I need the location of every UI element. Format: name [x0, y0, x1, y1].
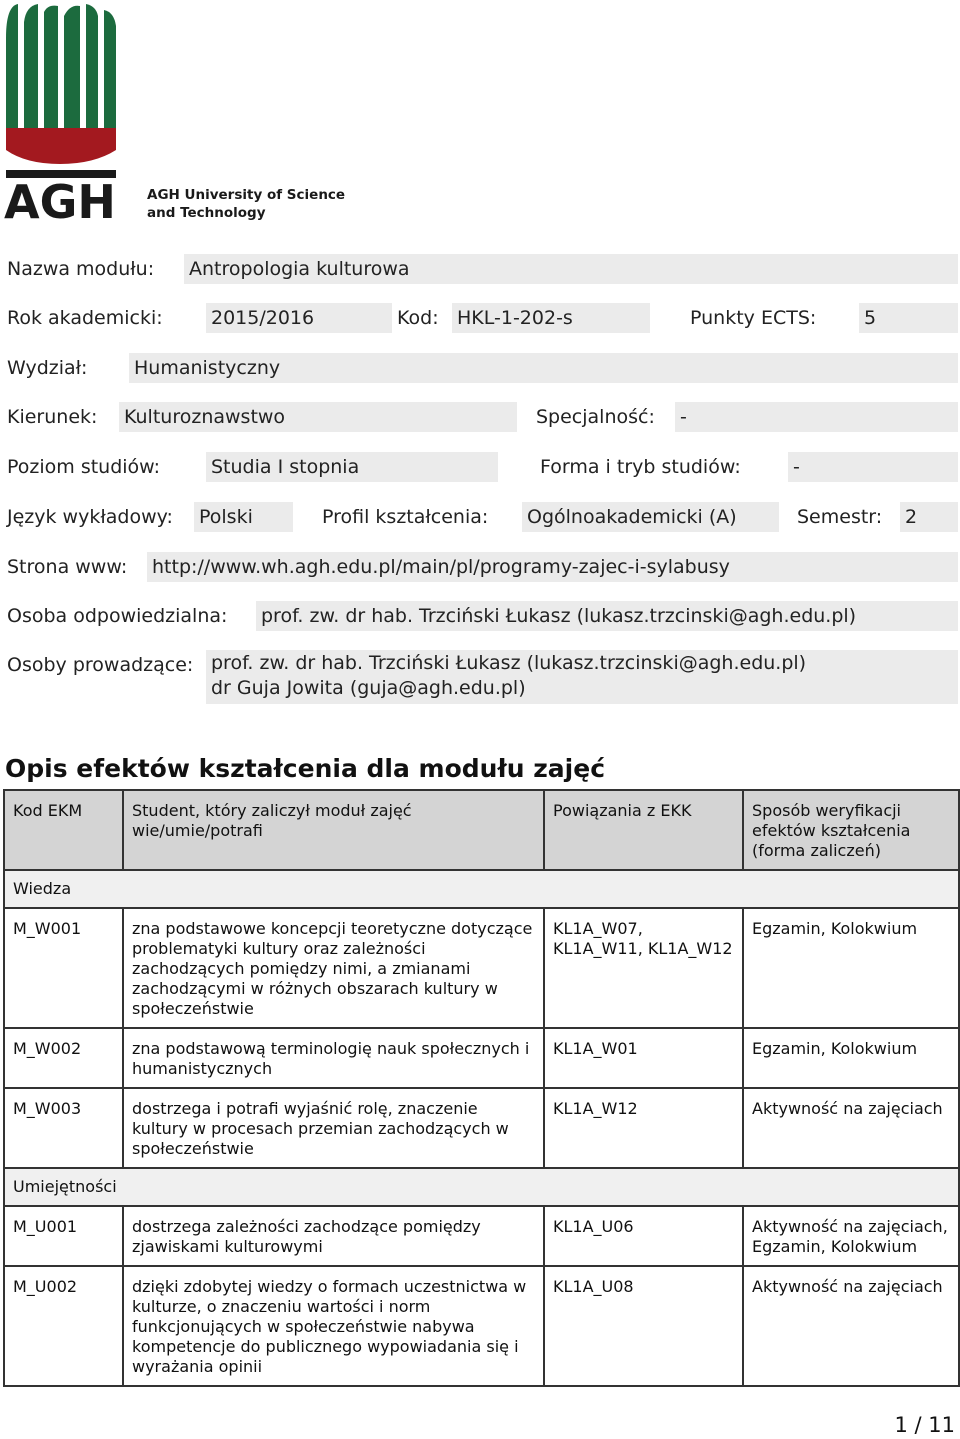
kod-value: HKL-1-202-s: [452, 303, 650, 333]
agh-logo: [4, 2, 349, 222]
profil-value: Ogólnoakademicki (A): [522, 502, 779, 532]
header-kod: Kod EKM: [4, 790, 123, 870]
cell-ekk: KL1A_U06: [544, 1206, 743, 1266]
cell-kod: M_W002: [4, 1028, 123, 1088]
jezyk-label: Język wykładowy:: [7, 506, 173, 528]
cell-ekk: KL1A_W07, KL1A_W11, KL1A_W12: [544, 908, 743, 1028]
cell-weryfikacja: Egzamin, Kolokwium: [743, 1028, 959, 1088]
cell-weryfikacja: Aktywność na zajęciach: [743, 1266, 959, 1386]
semestr-value: 2: [900, 502, 958, 532]
www-value[interactable]: http://www.wh.agh.edu.pl/main/pl/programy-zajec-i-sylabusy: [147, 552, 958, 582]
section-row-umiejetnosci: [4, 1168, 959, 1206]
cell-ekk: KL1A_U08: [544, 1266, 743, 1386]
jezyk-value: Polski: [194, 502, 293, 532]
section-row-wiedza: [4, 870, 959, 908]
rok-label: Rok akademicki:: [7, 307, 163, 329]
wydzial-label: Wydział:: [7, 357, 88, 379]
cell-kod: M_W003: [4, 1088, 123, 1168]
prowadzace-2: dr Guja Jowita (guja@agh.edu.pl): [211, 677, 526, 699]
prowadzace-1: prof. zw. dr hab. Trzciński Łukasz (lukasz.trzcinski@agh.edu.pl): [211, 652, 807, 674]
specjalnosc-value: -: [675, 402, 958, 432]
ects-value: 5: [859, 303, 958, 333]
cell-opis: dzięki zdobytej wiedzy o formach uczestnictwa w kulturze, o znaczeniu wartości i norm funkcjonujących w społeczeństwie nabywa kompetencje do publicznego wypowiadania się i wyrażania opinii: [123, 1266, 544, 1386]
page-number: 1 / 11: [894, 1413, 955, 1437]
prowadzace-value-box: [206, 650, 958, 704]
table-header-row: [4, 790, 959, 870]
kod-label: Kod:: [397, 307, 439, 329]
forma-label: Forma i tryb studiów:: [540, 456, 741, 478]
poziom-value: Studia I stopnia: [206, 452, 498, 482]
section-umiejetnosci: Umiejętności: [4, 1168, 959, 1206]
poziom-label: Poziom studiów:: [7, 456, 161, 478]
kierunek-value: Kulturoznawstwo: [119, 402, 517, 432]
logo-tagline-2: and Technology: [147, 205, 266, 221]
header-opis: Student, który zaliczył moduł zajęć wie/umie/potrafi: [123, 790, 544, 870]
forma-value: -: [788, 452, 958, 482]
efekty-table: [3, 789, 960, 1387]
rok-value: 2015/2016: [206, 303, 392, 333]
table-row: [4, 1206, 959, 1266]
logo-text: AGH: [4, 175, 116, 222]
profil-label: Profil kształcenia:: [322, 506, 489, 528]
table-row: [4, 1266, 959, 1386]
cell-weryfikacja: Aktywność na zajęciach: [743, 1088, 959, 1168]
cell-opis: dostrzega zależności zachodzące pomiędzy zjawiskami kulturowymi: [123, 1206, 544, 1266]
cell-ekk: KL1A_W12: [544, 1088, 743, 1168]
semestr-label: Semestr:: [797, 506, 883, 528]
ects-label: Punkty ECTS:: [690, 307, 817, 329]
cell-kod: M_U001: [4, 1206, 123, 1266]
odpowiedzialna-label: Osoba odpowiedzialna:: [7, 605, 228, 627]
cell-opis: zna podstawową terminologię nauk społecznych i humanistycznych: [123, 1028, 544, 1088]
specjalnosc-label: Specjalność:: [536, 406, 655, 428]
kierunek-label: Kierunek:: [7, 406, 98, 428]
logo-tagline-1: AGH University of Science: [147, 187, 346, 203]
odpowiedzialna-value: prof. zw. dr hab. Trzciński Łukasz (lukasz.trzcinski@agh.edu.pl): [256, 601, 958, 631]
nazwa-label: Nazwa modułu:: [7, 258, 155, 280]
header-weryfikacja: Sposób weryfikacji efektów kształcenia (forma zaliczeń): [743, 790, 959, 870]
cell-kod: M_U002: [4, 1266, 123, 1386]
table-row: [4, 1028, 959, 1088]
header-ekk: Powiązania z EKK: [544, 790, 743, 870]
cell-opis: zna podstawowe koncepcji teoretyczne dotyczące problematyki kultury oraz zależności zachodzących pomiędzy nimi, a zmianami zachodzącymi w różnych obszarach kultury w społeczeństwie: [123, 908, 544, 1028]
cell-ekk: KL1A_W01: [544, 1028, 743, 1088]
section-title: Opis efektów kształcenia dla modułu zajęć: [5, 754, 606, 783]
table-row: [4, 908, 959, 1028]
cell-kod: M_W001: [4, 908, 123, 1028]
cell-opis: dostrzega i potrafi wyjaśnić rolę, znaczenie kultury w procesach przemian zachodzących w społeczeństwie: [123, 1088, 544, 1168]
section-wiedza: Wiedza: [4, 870, 959, 908]
table-row: [4, 1088, 959, 1168]
cell-weryfikacja: Egzamin, Kolokwium: [743, 908, 959, 1028]
agh-logo-graphic: [4, 2, 349, 222]
www-label: Strona www:: [7, 556, 128, 578]
nazwa-value: Antropologia kulturowa: [184, 254, 958, 284]
prowadzace-label: Osoby prowadzące:: [7, 654, 194, 676]
cell-weryfikacja: Aktywność na zajęciach, Egzamin, Kolokwium: [743, 1206, 959, 1266]
wydzial-value: Humanistyczny: [129, 353, 958, 383]
